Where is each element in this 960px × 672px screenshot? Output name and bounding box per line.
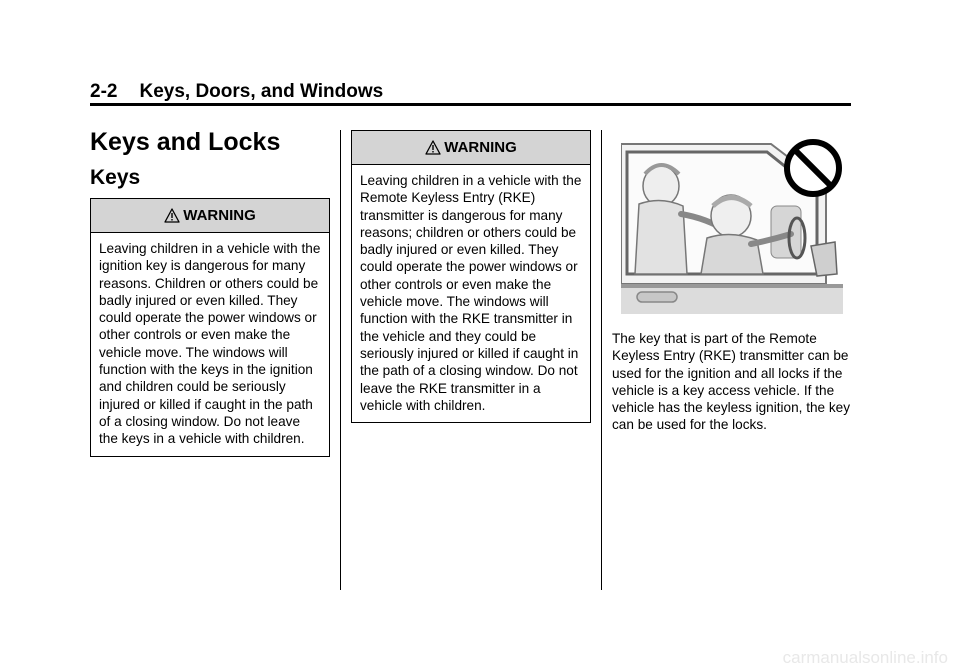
warning-box-1 bbox=[90, 198, 330, 457]
footer-watermark: carmanualsonline.info bbox=[782, 648, 948, 667]
warning-header bbox=[352, 131, 590, 165]
warning-box-2 bbox=[351, 130, 591, 423]
page-number: 2-2 bbox=[90, 81, 118, 102]
no-symbol-icon bbox=[787, 142, 839, 194]
warning-text: Leaving children in a vehicle with the ignition key is dangerous for many reasons. Children or others could be badly injured or even killed. They could operate the power windows or other controls or even make the vehicle move. The windows will function with the keys in the ignition and children could be seriously injured or killed if caught in the path of a closing window. Do not leave the keys in a vehicle with children. bbox=[99, 241, 321, 447]
page-header bbox=[90, 80, 850, 104]
header-rule bbox=[90, 103, 851, 106]
body-paragraph: The key that is part of the Remote Keyless Entry (RKE) transmitter can be used for the ignition and all locks if the vehicle is a key access vehicle. If the vehicle has the keyless ignition, the key can be used for the locks. bbox=[612, 331, 851, 433]
warning-triangle-icon bbox=[164, 208, 180, 223]
warning-label: WARNING bbox=[183, 207, 256, 224]
warning-label: WARNING bbox=[444, 139, 517, 156]
subsection-heading: Keys bbox=[90, 166, 141, 189]
warning-header bbox=[91, 199, 329, 233]
children-in-vehicle-illustration bbox=[621, 134, 843, 314]
warning-text: Leaving children in a vehicle with the Remote Keyless Entry (RKE) transmitter is dangerous for many reasons; children or others could be badly injured or even killed. They could operate the power windows or other controls or even make the vehicle move. The windows will function with the RKE transmitter in the vehicle and they could be seriously injured or killed if caught in the path of a closing window. Do not leave the RKE transmitter in a vehicle with children. bbox=[360, 173, 582, 413]
column-divider-1 bbox=[340, 130, 341, 590]
warning-triangle-icon bbox=[425, 140, 441, 155]
section-heading: Keys and Locks bbox=[90, 128, 281, 156]
column-divider-2 bbox=[601, 130, 602, 590]
section-title: Keys, Doors, and Windows bbox=[139, 81, 384, 102]
